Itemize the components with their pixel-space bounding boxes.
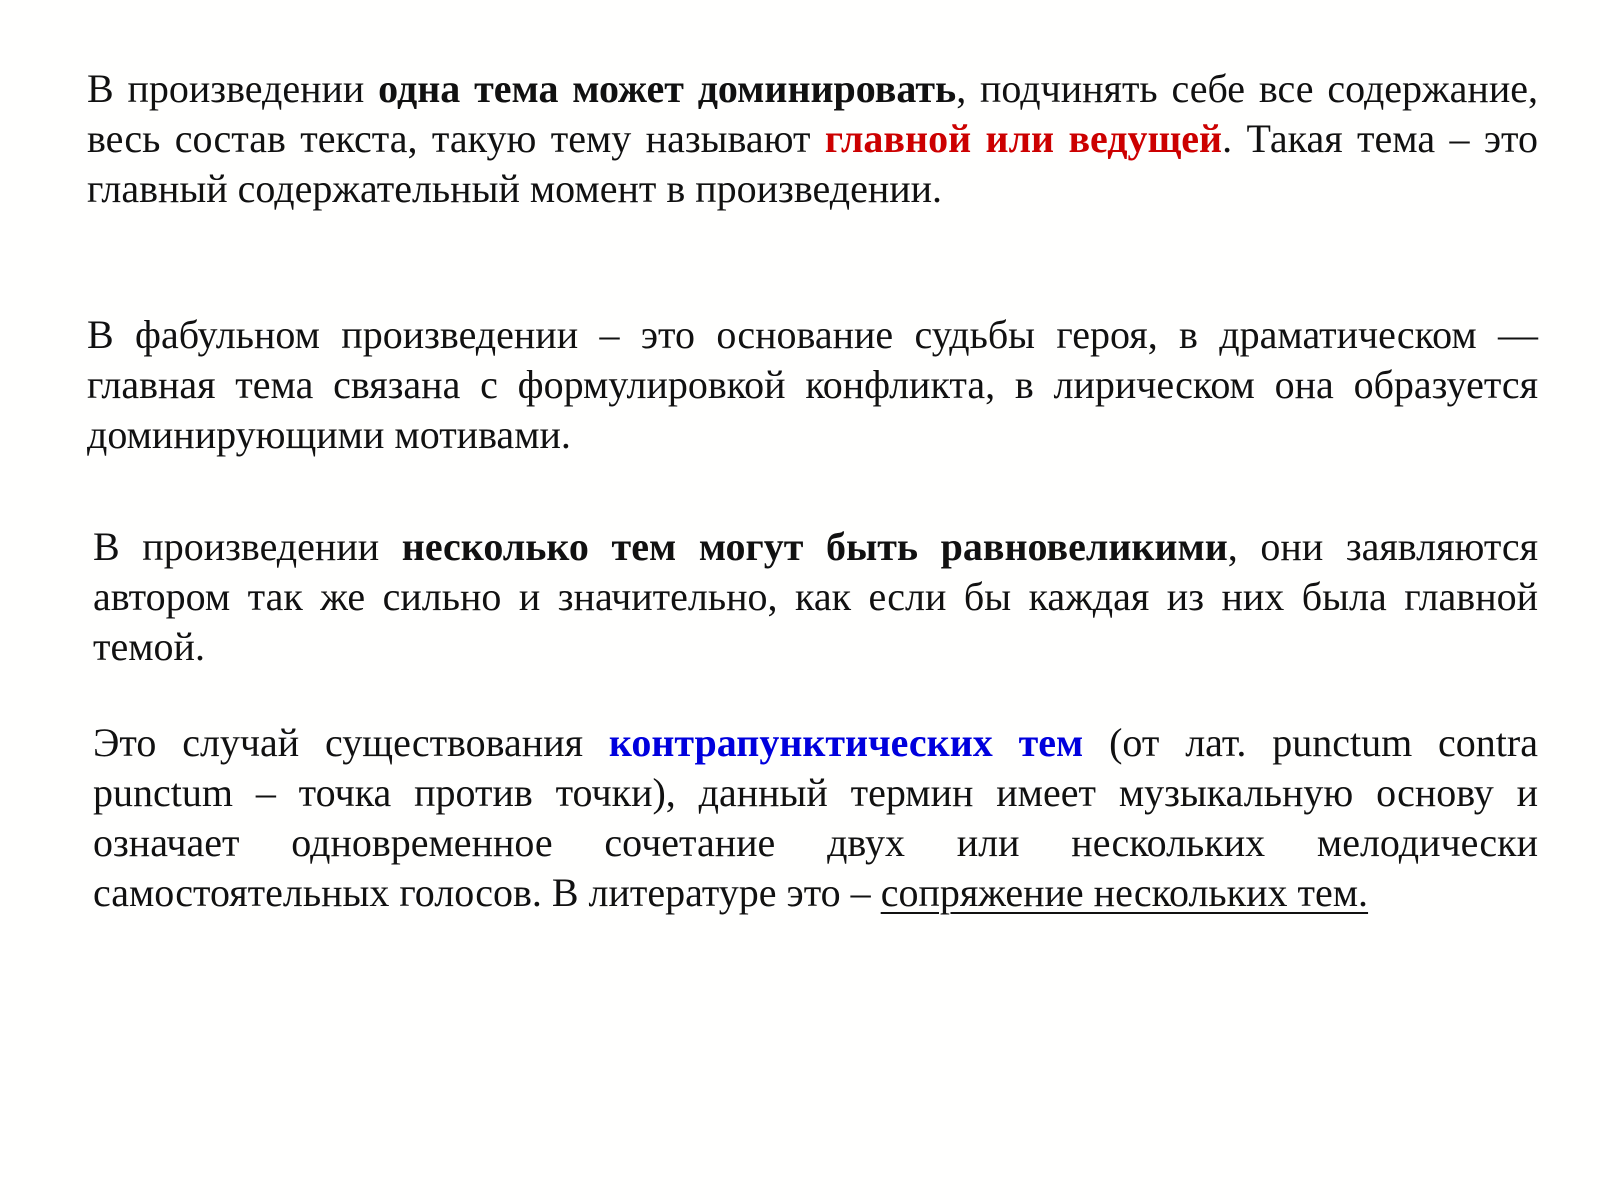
- paragraph-contrapuntal-themes: [93, 718, 1538, 918]
- paragraph-equal-themes: [93, 522, 1538, 672]
- paragraph-text: В произведении: [93, 524, 402, 569]
- bold-phrase: одна тема может доминировать: [378, 66, 957, 111]
- bold-phrase: несколько тем могут быть равновеликими: [401, 524, 1228, 569]
- paragraph-text: (от лат. punctum contra punctum – точка против точки), данный термин имеет музыкальную основу и означает одновременное сочетание двух или нескольких мелодически самостоятельных голосов. В литературе это –: [93, 720, 1538, 915]
- paragraph-text: В произведении: [87, 66, 379, 111]
- paragraph-text: , подчинять себе все содержание, весь состав текста, такую тему называют: [87, 66, 1539, 161]
- paragraph-text: , они заявляются автором так же сильно и значительно, как если бы каждая из них была главной темой.: [93, 524, 1538, 669]
- paragraph-text: В фабульном произведении – это основание судьбы героя, в драматическом — главная тема связана с формулировкой конфликта, в лирическом она образуется доминирующими мотивами.: [87, 312, 1538, 457]
- underlined-phrase: сопряжение нескольких тем.: [880, 870, 1369, 915]
- highlighted-term: контрапунктических тем: [608, 720, 1084, 765]
- highlighted-term: главной или ведущей: [824, 116, 1223, 161]
- paragraph-genre-themes: [87, 310, 1538, 460]
- paragraph-text: . Такая тема – это главный содержательный момент в произведении.: [87, 116, 1539, 211]
- paragraph-dominant-theme: [87, 64, 1538, 214]
- paragraph-text: Это случай существования: [93, 720, 609, 765]
